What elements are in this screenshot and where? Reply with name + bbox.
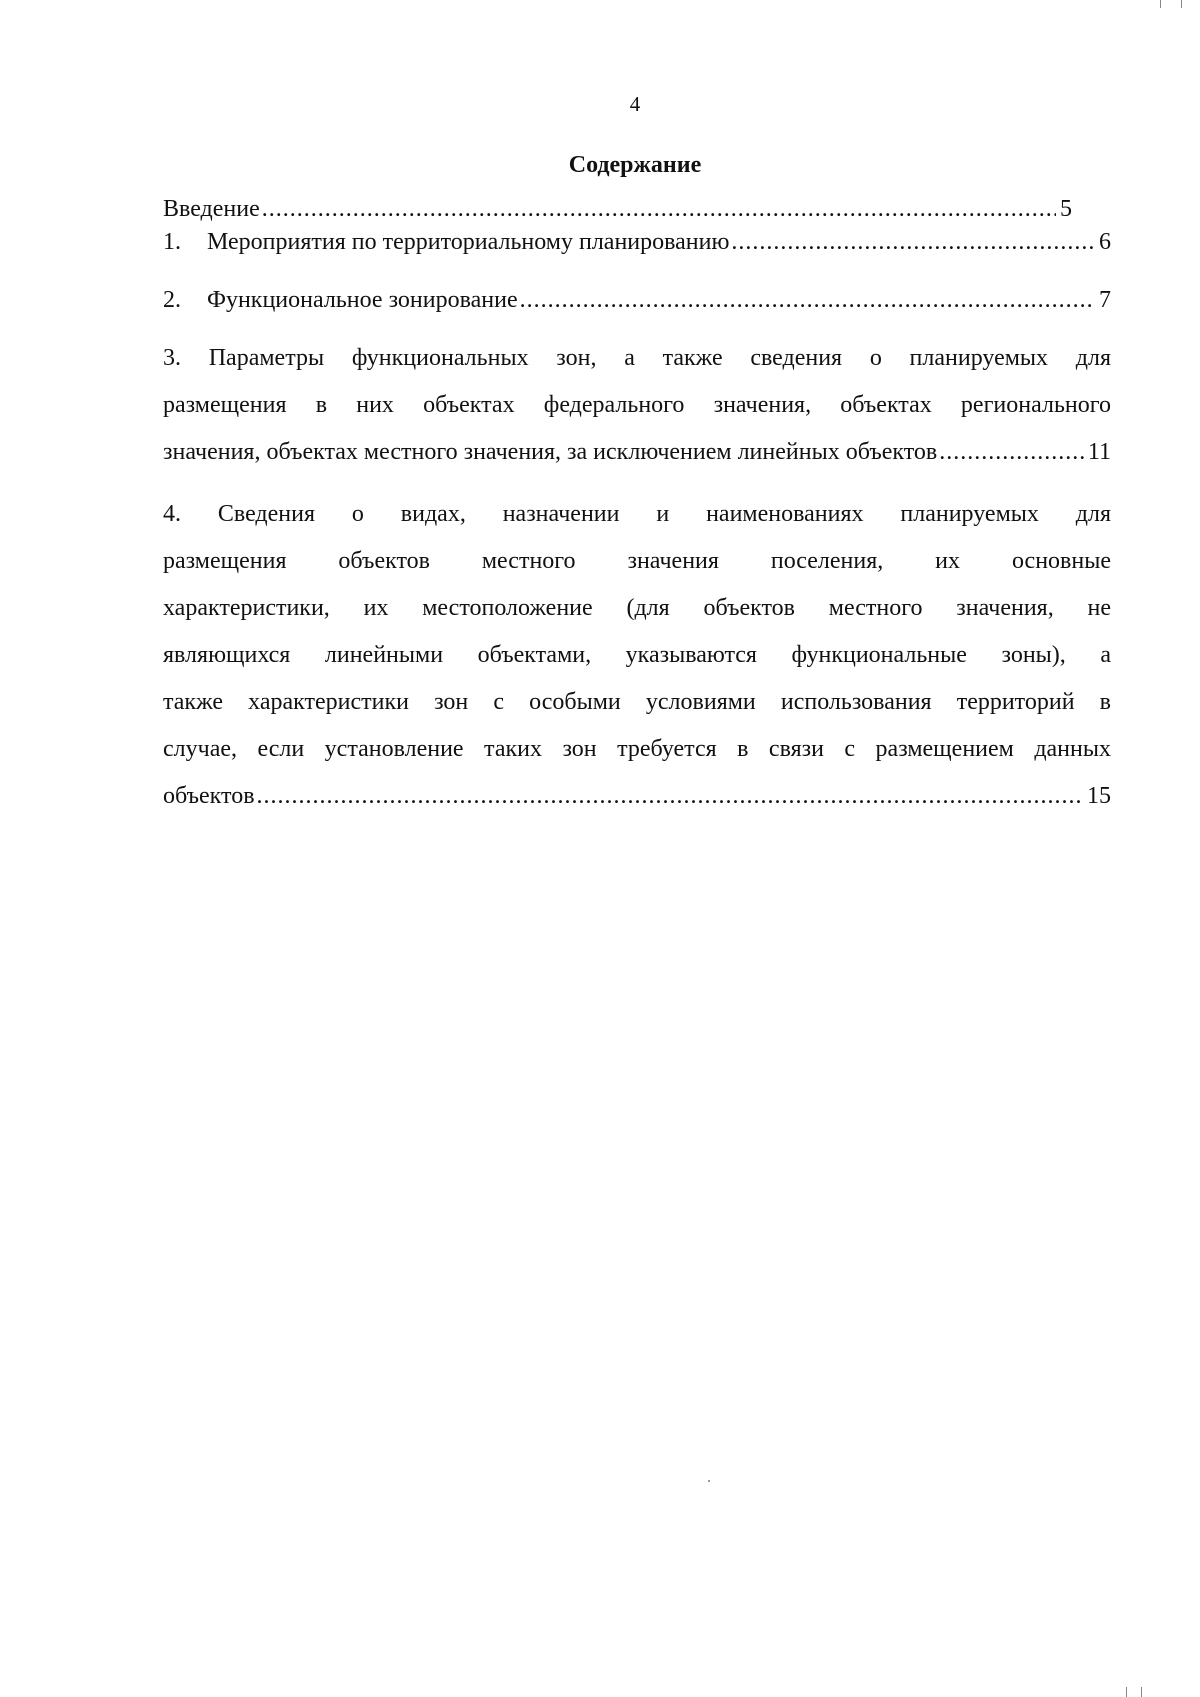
toc-entry-label: Введение — [163, 196, 260, 222]
toc-entry-2[interactable] — [163, 287, 1111, 314]
dot-leader — [731, 229, 1095, 256]
toc-page-ref: 6 — [1099, 229, 1111, 255]
toc-entry-number: 2. — [163, 287, 181, 313]
toc-entry-last-line — [163, 773, 1111, 820]
toc-entry-label: объектов — [163, 783, 255, 809]
scan-edge-mark — [1126, 1687, 1142, 1697]
scan-edge-mark — [1160, 0, 1182, 8]
toc-entry-line: характеристики, их местоположение (для объектов местного значения, не — [163, 595, 1111, 621]
toc-page-ref: 15 — [1087, 783, 1111, 809]
toc-entry-label: Мероприятия по территориальному планированию — [207, 229, 730, 255]
page-number: 4 — [629, 92, 641, 116]
toc-entry-line: размещения в них объектах федерального значения, объектах регионального — [163, 392, 1111, 418]
toc-entry-3[interactable] — [163, 335, 1111, 476]
toc-entry-number: 1. — [163, 229, 181, 255]
toc-entry-line: являющихся линейными объектами, указываются функциональные зоны), а — [163, 642, 1111, 668]
toc-entry-1[interactable] — [163, 229, 1111, 256]
toc-entry-line: размещения объектов местного значения поселения, их основные — [163, 548, 1111, 574]
toc-page-ref: 5 — [1060, 196, 1072, 222]
dot-leader — [520, 287, 1095, 314]
toc-entry-line: случае, если установление таких зон требуется в связи с размещением данных — [163, 736, 1111, 762]
toc-entry-line: 3. Параметры функциональных зон, а также сведения о планируемых для — [163, 345, 1111, 371]
dot-leader — [939, 429, 1084, 476]
dot-leader — [257, 773, 1083, 820]
toc-entry-label: значения, объектах местного значения, за исключением линейных объектов — [163, 439, 938, 465]
toc-entry-line: 4. Сведения о видах, назначении и наименованиях планируемых для — [163, 501, 1111, 527]
toc-page-ref: 7 — [1099, 287, 1111, 313]
toc-title: Содержание — [568, 152, 702, 178]
toc-entry-intro[interactable] — [163, 196, 1072, 223]
toc-entry-4[interactable] — [163, 491, 1111, 820]
toc-page-ref: 11 — [1087, 439, 1111, 465]
dot-leader — [262, 196, 1056, 223]
toc-entry-line: также характеристики зон с особыми условиями использования территорий в — [163, 689, 1111, 715]
toc-entry-last-line — [163, 429, 1111, 476]
scan-speck — [708, 1480, 710, 1482]
toc-entry-label: Функциональное зонирование — [207, 287, 518, 313]
